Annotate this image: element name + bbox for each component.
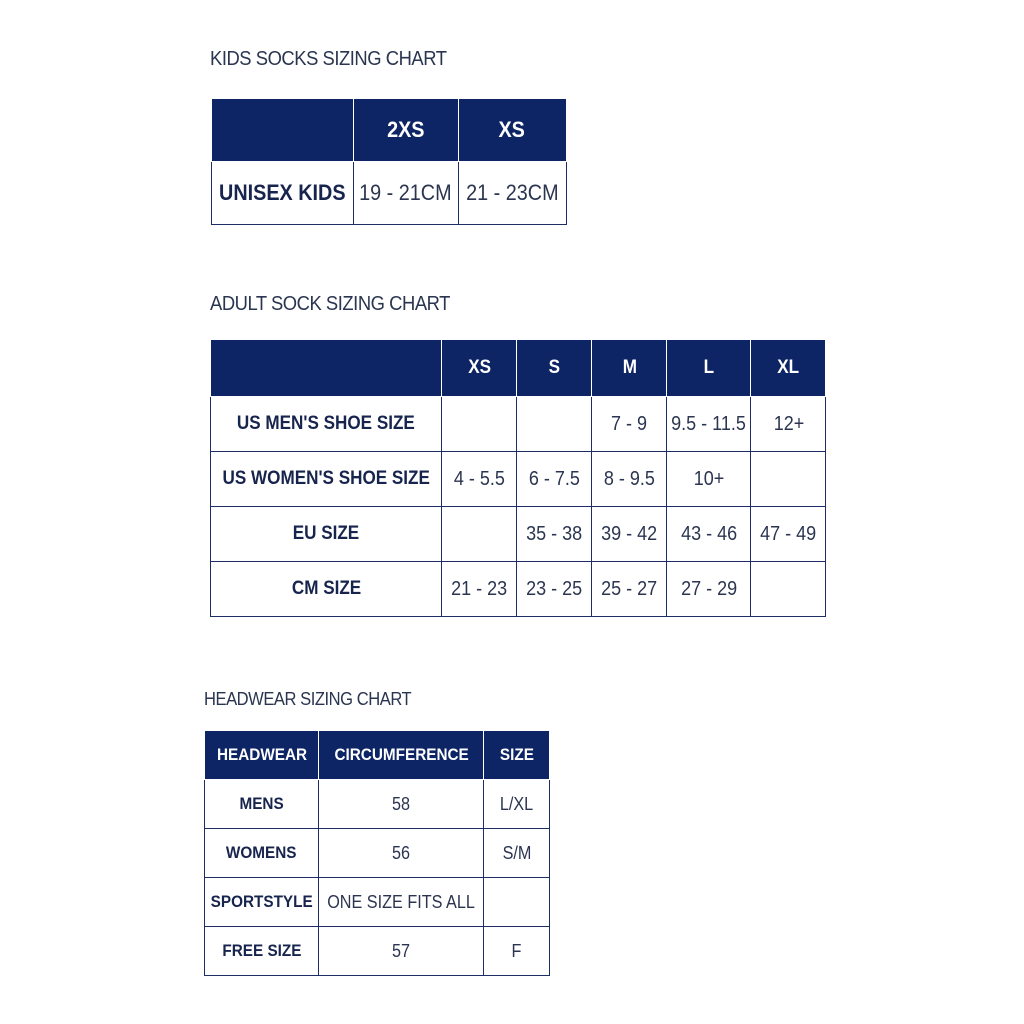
table-row [211, 562, 826, 617]
table-cell: 23 - 25 [517, 562, 592, 617]
table-header-row [211, 340, 826, 397]
row-label: WOMENS [205, 829, 319, 878]
table-row [211, 397, 826, 452]
header-cell: S [517, 340, 592, 397]
header-cell: XL [751, 340, 826, 397]
adult-chart-title: ADULT SOCK SIZING CHART [210, 293, 450, 315]
table-cell: 19 - 21CM [353, 162, 458, 225]
header-cell: L [667, 340, 751, 397]
table-cell [442, 397, 517, 452]
table-cell: 35 - 38 [517, 507, 592, 562]
table-cell: 7 - 9 [592, 397, 667, 452]
adult-sizing-table [210, 339, 826, 617]
table-row [212, 162, 567, 225]
table-cell: 39 - 42 [592, 507, 667, 562]
row-label: US MEN'S SHOE SIZE [211, 397, 442, 452]
table-header-row [205, 731, 550, 780]
table-cell: 12+ [751, 397, 826, 452]
table-row [211, 452, 826, 507]
table-cell: 57 [319, 927, 484, 976]
table-cell: S/M [484, 829, 550, 878]
table-row [205, 878, 550, 927]
row-label: UNISEX KIDS [212, 162, 354, 225]
headwear-sizing-table [204, 730, 550, 976]
table-row [211, 507, 826, 562]
row-label: FREE SIZE [205, 927, 319, 976]
row-label: CM SIZE [211, 562, 442, 617]
table-cell: 43 - 46 [667, 507, 751, 562]
table-cell: 10+ [667, 452, 751, 507]
table-row [205, 780, 550, 829]
table-cell [751, 562, 826, 617]
row-label: US WOMEN'S SHOE SIZE [211, 452, 442, 507]
table-cell [751, 452, 826, 507]
table-cell [442, 507, 517, 562]
kids-chart-title: KIDS SOCKS SIZING CHART [210, 48, 447, 70]
headwear-chart-title: HEADWEAR SIZING CHART [204, 689, 412, 709]
table-cell: 9.5 - 11.5 [667, 397, 751, 452]
header-cell: XS [458, 99, 566, 162]
table-cell: ONE SIZE FITS ALL [319, 878, 484, 927]
table-header-row [212, 99, 567, 162]
header-cell [212, 99, 354, 162]
table-cell: 47 - 49 [751, 507, 826, 562]
header-cell: HEADWEAR [205, 731, 319, 780]
table-cell: F [484, 927, 550, 976]
row-label: MENS [205, 780, 319, 829]
table-cell [484, 878, 550, 927]
table-cell: 6 - 7.5 [517, 452, 592, 507]
kids-sizing-table [211, 98, 567, 225]
header-cell [211, 340, 442, 397]
table-cell: 21 - 23 [442, 562, 517, 617]
table-cell: 56 [319, 829, 484, 878]
header-cell: 2XS [353, 99, 458, 162]
table-cell: 25 - 27 [592, 562, 667, 617]
table-cell: 21 - 23CM [458, 162, 566, 225]
table-row [205, 927, 550, 976]
header-cell: XS [442, 340, 517, 397]
row-label: EU SIZE [211, 507, 442, 562]
table-cell: L/XL [484, 780, 550, 829]
header-cell: SIZE [484, 731, 550, 780]
header-cell: M [592, 340, 667, 397]
table-cell: 8 - 9.5 [592, 452, 667, 507]
header-cell: CIRCUMFERENCE [319, 731, 484, 780]
table-row [205, 829, 550, 878]
row-label: SPORTSTYLE [205, 878, 319, 927]
table-cell: 4 - 5.5 [442, 452, 517, 507]
table-cell [517, 397, 592, 452]
table-cell: 58 [319, 780, 484, 829]
table-cell: 27 - 29 [667, 562, 751, 617]
